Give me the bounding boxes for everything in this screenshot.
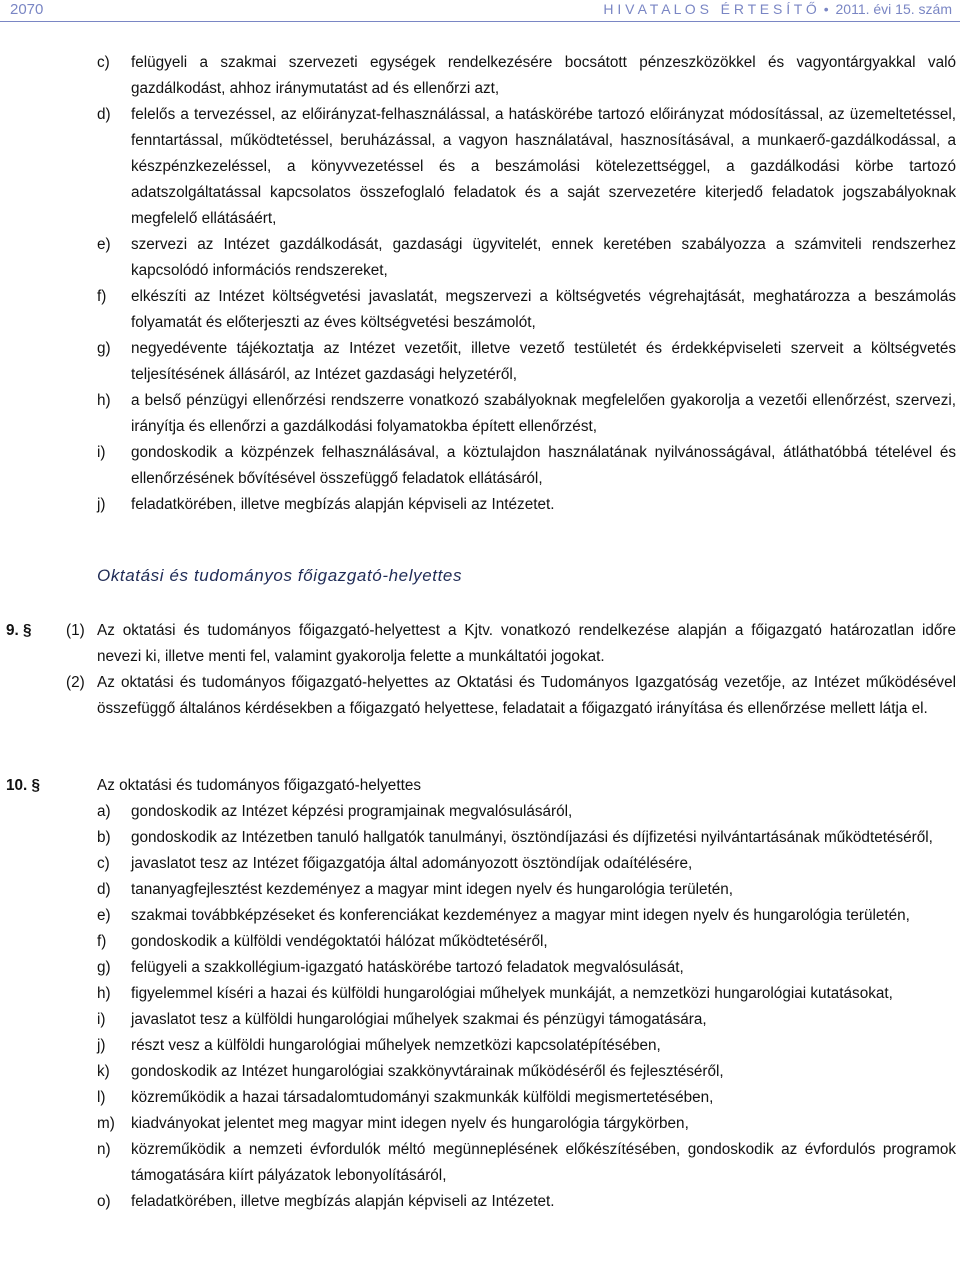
list-item — [0, 1007, 960, 1033]
item-label: l) — [97, 1089, 106, 1106]
section-number: 10. § — [6, 777, 41, 794]
item-label: f) — [97, 288, 107, 305]
section-intro — [0, 773, 960, 799]
item-text: felügyeli a szakmai szervezeti egységek rendelkezésére bocsátott pénzeszközökkel és vagyontárgyakkal való gazdálkodást, ahhoz iránymutatást ad és ellenőrzi azt, — [131, 54, 956, 97]
list-item — [0, 102, 960, 232]
item-text: figyelemmel kíséri a hazai és külföldi hungarológiai műhelyek munkáját, a nemzetközi hungarológiai kutatásokat, — [131, 985, 893, 1002]
item-label: h) — [97, 985, 111, 1002]
item-text: közreműködik a hazai társadalomtudományi szakmunkák külföldi megismertetésében, — [131, 1089, 714, 1106]
item-label: m) — [97, 1115, 115, 1132]
item-text: javaslatot tesz a külföldi hungarológiai műhelyek szakmai és pénzügyi támogatására, — [131, 1011, 707, 1028]
header-rule — [0, 21, 960, 22]
list-item — [0, 232, 960, 284]
list-item — [0, 955, 960, 981]
journal-info — [603, 1, 952, 17]
page-number: 2070 — [10, 1, 44, 18]
item-label: i) — [97, 444, 106, 461]
paragraph-number: (2) — [66, 674, 85, 691]
section-paragraph — [0, 618, 960, 670]
item-label: a) — [97, 803, 111, 820]
item-text: feladatkörében, illetve megbízás alapján képviseli az Intézetet. — [131, 496, 555, 513]
list-item — [0, 492, 960, 518]
item-text: közreműködik a nemzeti évfordulók méltó megünneplésének előkészítésében, gondoskodik az évfordulós programok támogatására kiírt pályázatok lebonyolításáról, — [131, 1141, 956, 1184]
paragraph-text: Az oktatási és tudományos főigazgató-helyettes az Oktatási és Tudományos Igazgatóság vezetője, az Intézet működésével összefüggő általános kérdésekben a főigazgató helyettese, feladatait a főigazgató irányítása és ellenőrzése mellett látja el. — [97, 674, 956, 717]
list-item — [0, 929, 960, 955]
item-label: n) — [97, 1141, 111, 1158]
item-label: j) — [97, 1037, 106, 1054]
item-text: elkészíti az Intézet költségvetési javaslatát, megszervezi a költségvetés végrehajtását, meghatározza a beszámolás folyamatát és előterjeszti az éves költségvetési beszámolót, — [131, 288, 956, 331]
list-item — [0, 981, 960, 1007]
item-text: szakmai továbbképzéseket és konferenciákat kezdeményez a magyar mint idegen nyelv és hungarológia területén, — [131, 907, 910, 924]
item-text: feladatkörében, illetve megbízás alapján képviseli az Intézetet. — [131, 1193, 555, 1210]
item-text: szervezi az Intézet gazdálkodását, gazdasági ügyvitelét, ennek keretében szabályozza a számviteli rendszerhez kapcsolódó információs rendszereket, — [131, 236, 956, 279]
list-item — [0, 50, 960, 102]
section-paragraph — [0, 670, 960, 722]
item-label: o) — [97, 1193, 111, 1210]
list-item — [0, 1033, 960, 1059]
item-text: gondoskodik az Intézet képzési programjainak megvalósulásáról, — [131, 803, 573, 820]
item-label: f) — [97, 933, 107, 950]
item-text: kiadványokat jelentet meg magyar mint idegen nyelv és hungarológia tárgykörben, — [131, 1115, 689, 1132]
page-header — [0, 0, 960, 22]
item-label: c) — [97, 54, 110, 71]
list-item — [0, 284, 960, 336]
list-item — [0, 851, 960, 877]
list-item — [0, 336, 960, 388]
item-text: gondoskodik a közpénzek felhasználásával, a köztulajdon használatának nyilvánosságával, átláthatóbbá tételével és ellenőrzésének bővítésével összefüggő feladatok ellátásáról, — [131, 444, 956, 487]
item-label: b) — [97, 829, 111, 846]
list-item — [0, 388, 960, 440]
list-item — [0, 1137, 960, 1189]
section-9 — [0, 618, 960, 722]
item-label: h) — [97, 392, 111, 409]
item-label: e) — [97, 907, 111, 924]
list-item — [0, 799, 960, 825]
section-heading: Oktatási és tudományos főigazgató-helyettes — [97, 566, 463, 585]
list-item — [0, 877, 960, 903]
separator-bullet: • — [823, 1, 829, 17]
top-list — [0, 50, 960, 518]
list-item — [0, 903, 960, 929]
item-text: negyedévente tájékoztatja az Intézet vezetőit, illetve vezető testületét és érdekképviseleti szerveit a költségvetés teljesítésének állásáról, az Intézet gazdasági helyzetéről, — [131, 340, 956, 383]
journal-title: H I V A T A L O S É R T E S Í T Ő — [603, 1, 817, 17]
item-text: felügyeli a szakkollégium-igazgató hatáskörébe tartozó feladatok megvalósulását, — [131, 959, 684, 976]
item-label: d) — [97, 106, 111, 123]
item-text: javaslatot tesz az Intézet főigazgatója által adományozott ösztöndíjak odaítélésére, — [131, 855, 693, 872]
item-label: i) — [97, 1011, 106, 1028]
list-item — [0, 1111, 960, 1137]
paragraph-number: (1) — [66, 622, 85, 639]
list-item — [0, 1085, 960, 1111]
item-label: c) — [97, 855, 110, 872]
list-item — [0, 825, 960, 851]
item-text: gondoskodik az Intézetben tanuló hallgatók tanulmányi, ösztöndíjazási és díjfizetési nyilvántartásának működtetéséről, — [131, 829, 933, 846]
item-label: k) — [97, 1063, 110, 1080]
item-text: felelős a tervezéssel, az előirányzat-felhasználással, a hatáskörébe tartozó előirányzat módosítással, az üzemeltetéssel, fenntartással, működtetéssel, beruházással, a vagyon használatával, hasznosításával, a munkaerő-gazdálkodással, a készpénzkezeléssel, a könyvvezetéssel és a beszámolási kötelezettséggel, a gazdálkodási körbe tartozó adatszolgáltatással kapcsolatos összefoglaló feladatok és a saját szervezetére kiterjedő feladatok jogszabályoknak megfelelő ellátásáért, — [131, 106, 956, 227]
item-text: gondoskodik a külföldi vendégoktatói hálózat működtetéséről, — [131, 933, 548, 950]
item-label: d) — [97, 881, 111, 898]
item-text: a belső pénzügyi ellenőrzési rendszerre vonatkozó szabályoknak megfelelően gyakorolja a vezetői ellenőrzést, szervezi, irányítja és ellenőrzi a gazdálkodási folyamatokba épített ellenőrzést, — [131, 392, 956, 435]
list-item — [0, 440, 960, 492]
item-label: g) — [97, 959, 111, 976]
section-10 — [0, 773, 960, 1215]
item-text: gondoskodik az Intézet hungarológiai szakkönyvtárainak működéséről és fejlesztéséről, — [131, 1063, 724, 1080]
item-label: j) — [97, 496, 106, 513]
item-label: g) — [97, 340, 111, 357]
paragraph-text: Az oktatási és tudományos főigazgató-helyettest a Kjtv. vonatkozó rendelkezése alapján a főigazgató határozatlan időre nevezi ki, illetve menti fel, valamint gyakorolja felette a munkáltatói jogokat. — [97, 622, 956, 665]
section-number: 9. § — [6, 622, 32, 639]
item-text: tananyagfejlesztést kezdeményez a magyar mint idegen nyelv és hungarológia területén, — [131, 881, 734, 898]
item-label: e) — [97, 236, 111, 253]
item-text: részt vesz a külföldi hungarológiai műhelyek nemzetközi kapcsolatépítésében, — [131, 1037, 661, 1054]
list-item — [0, 1189, 960, 1215]
list-item — [0, 1059, 960, 1085]
issue-label: 2011. évi 15. szám — [835, 1, 952, 17]
intro-text: Az oktatási és tudományos főigazgató-helyettes — [97, 777, 421, 794]
